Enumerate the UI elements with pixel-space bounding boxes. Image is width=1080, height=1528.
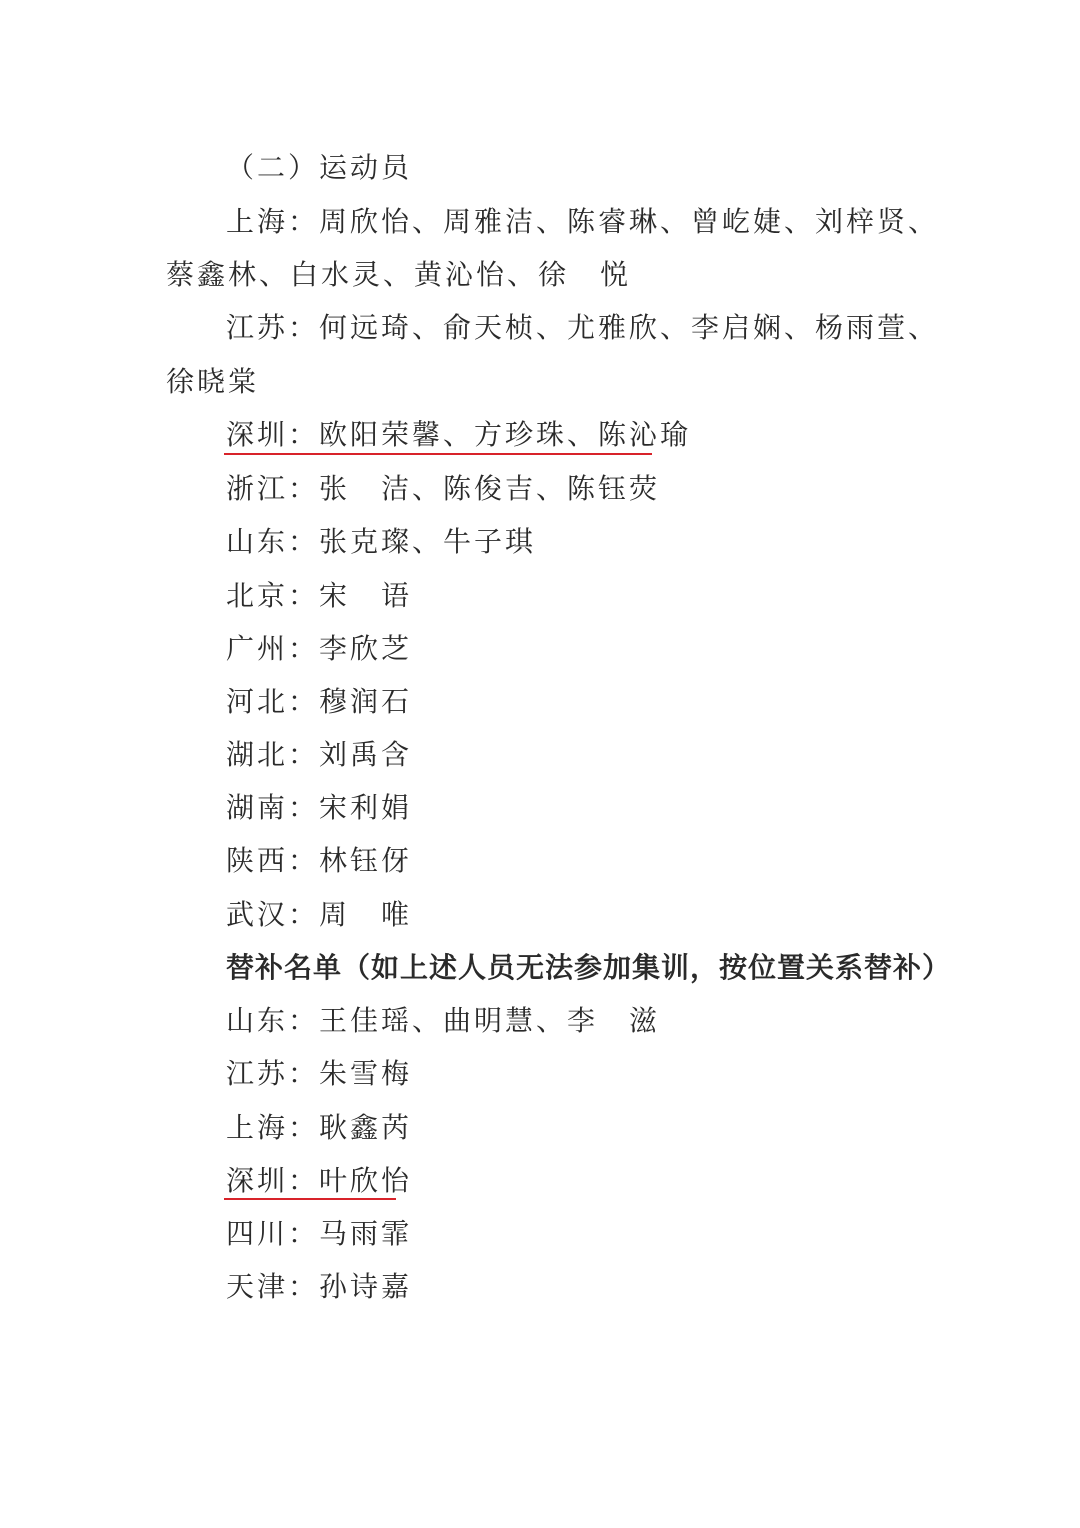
athletes-zhejiang: 浙江：张 洁、陈俊吉、陈钰荧 bbox=[226, 472, 661, 505]
athletes-jiangsu-line1: 江苏：何远琦、俞天桢、尤雅欣、李启娴、杨雨萱、 bbox=[226, 311, 940, 344]
substitutes-shenzhen: 深圳：叶欣怡 bbox=[226, 1164, 413, 1197]
substitutes-tianjin: 天津：孙诗嘉 bbox=[226, 1270, 413, 1303]
athletes-guangzhou: 广州：李欣芝 bbox=[226, 632, 413, 665]
athletes-shandong: 山东：张克璨、牛子琪 bbox=[226, 525, 537, 558]
athletes-hebei: 河北：穆润石 bbox=[226, 685, 413, 718]
athletes-beijing: 北京：宋 语 bbox=[226, 579, 413, 612]
athletes-shaanxi: 陕西：林钰伢 bbox=[226, 844, 413, 877]
substitutes-heading: 替补名单（如上述人员无法参加集训，按位置关系替补） bbox=[226, 951, 952, 984]
athletes-hunan: 湖南：宋利娟 bbox=[226, 791, 413, 824]
athletes-jiangsu-line2: 徐晓棠 bbox=[166, 365, 260, 398]
substitutes-shandong: 山东：王佳瑶、曲明慧、李 滋 bbox=[226, 1004, 661, 1037]
substitutes-shanghai: 上海：耿鑫芮 bbox=[226, 1111, 413, 1144]
section-heading: （二）运动员 bbox=[226, 151, 413, 184]
highlight-underline-shenzhen bbox=[224, 453, 652, 455]
athletes-shanghai-line1: 上海：周欣怡、周雅洁、陈睿琳、曾屹婕、刘梓贤、 bbox=[226, 205, 940, 238]
athletes-wuhan: 武汉：周 唯 bbox=[226, 898, 413, 931]
substitutes-jiangsu: 江苏：朱雪梅 bbox=[226, 1057, 413, 1090]
athletes-shenzhen: 深圳：欧阳荣馨、方珍珠、陈沁瑜 bbox=[226, 418, 692, 451]
athletes-hubei: 湖北：刘禹含 bbox=[226, 738, 413, 771]
substitutes-sichuan: 四川：马雨霏 bbox=[226, 1217, 413, 1250]
athletes-shanghai-line2: 蔡鑫林、白水灵、黄沁怡、徐 悦 bbox=[166, 258, 632, 291]
highlight-underline-substitute-shenzhen bbox=[224, 1198, 396, 1200]
